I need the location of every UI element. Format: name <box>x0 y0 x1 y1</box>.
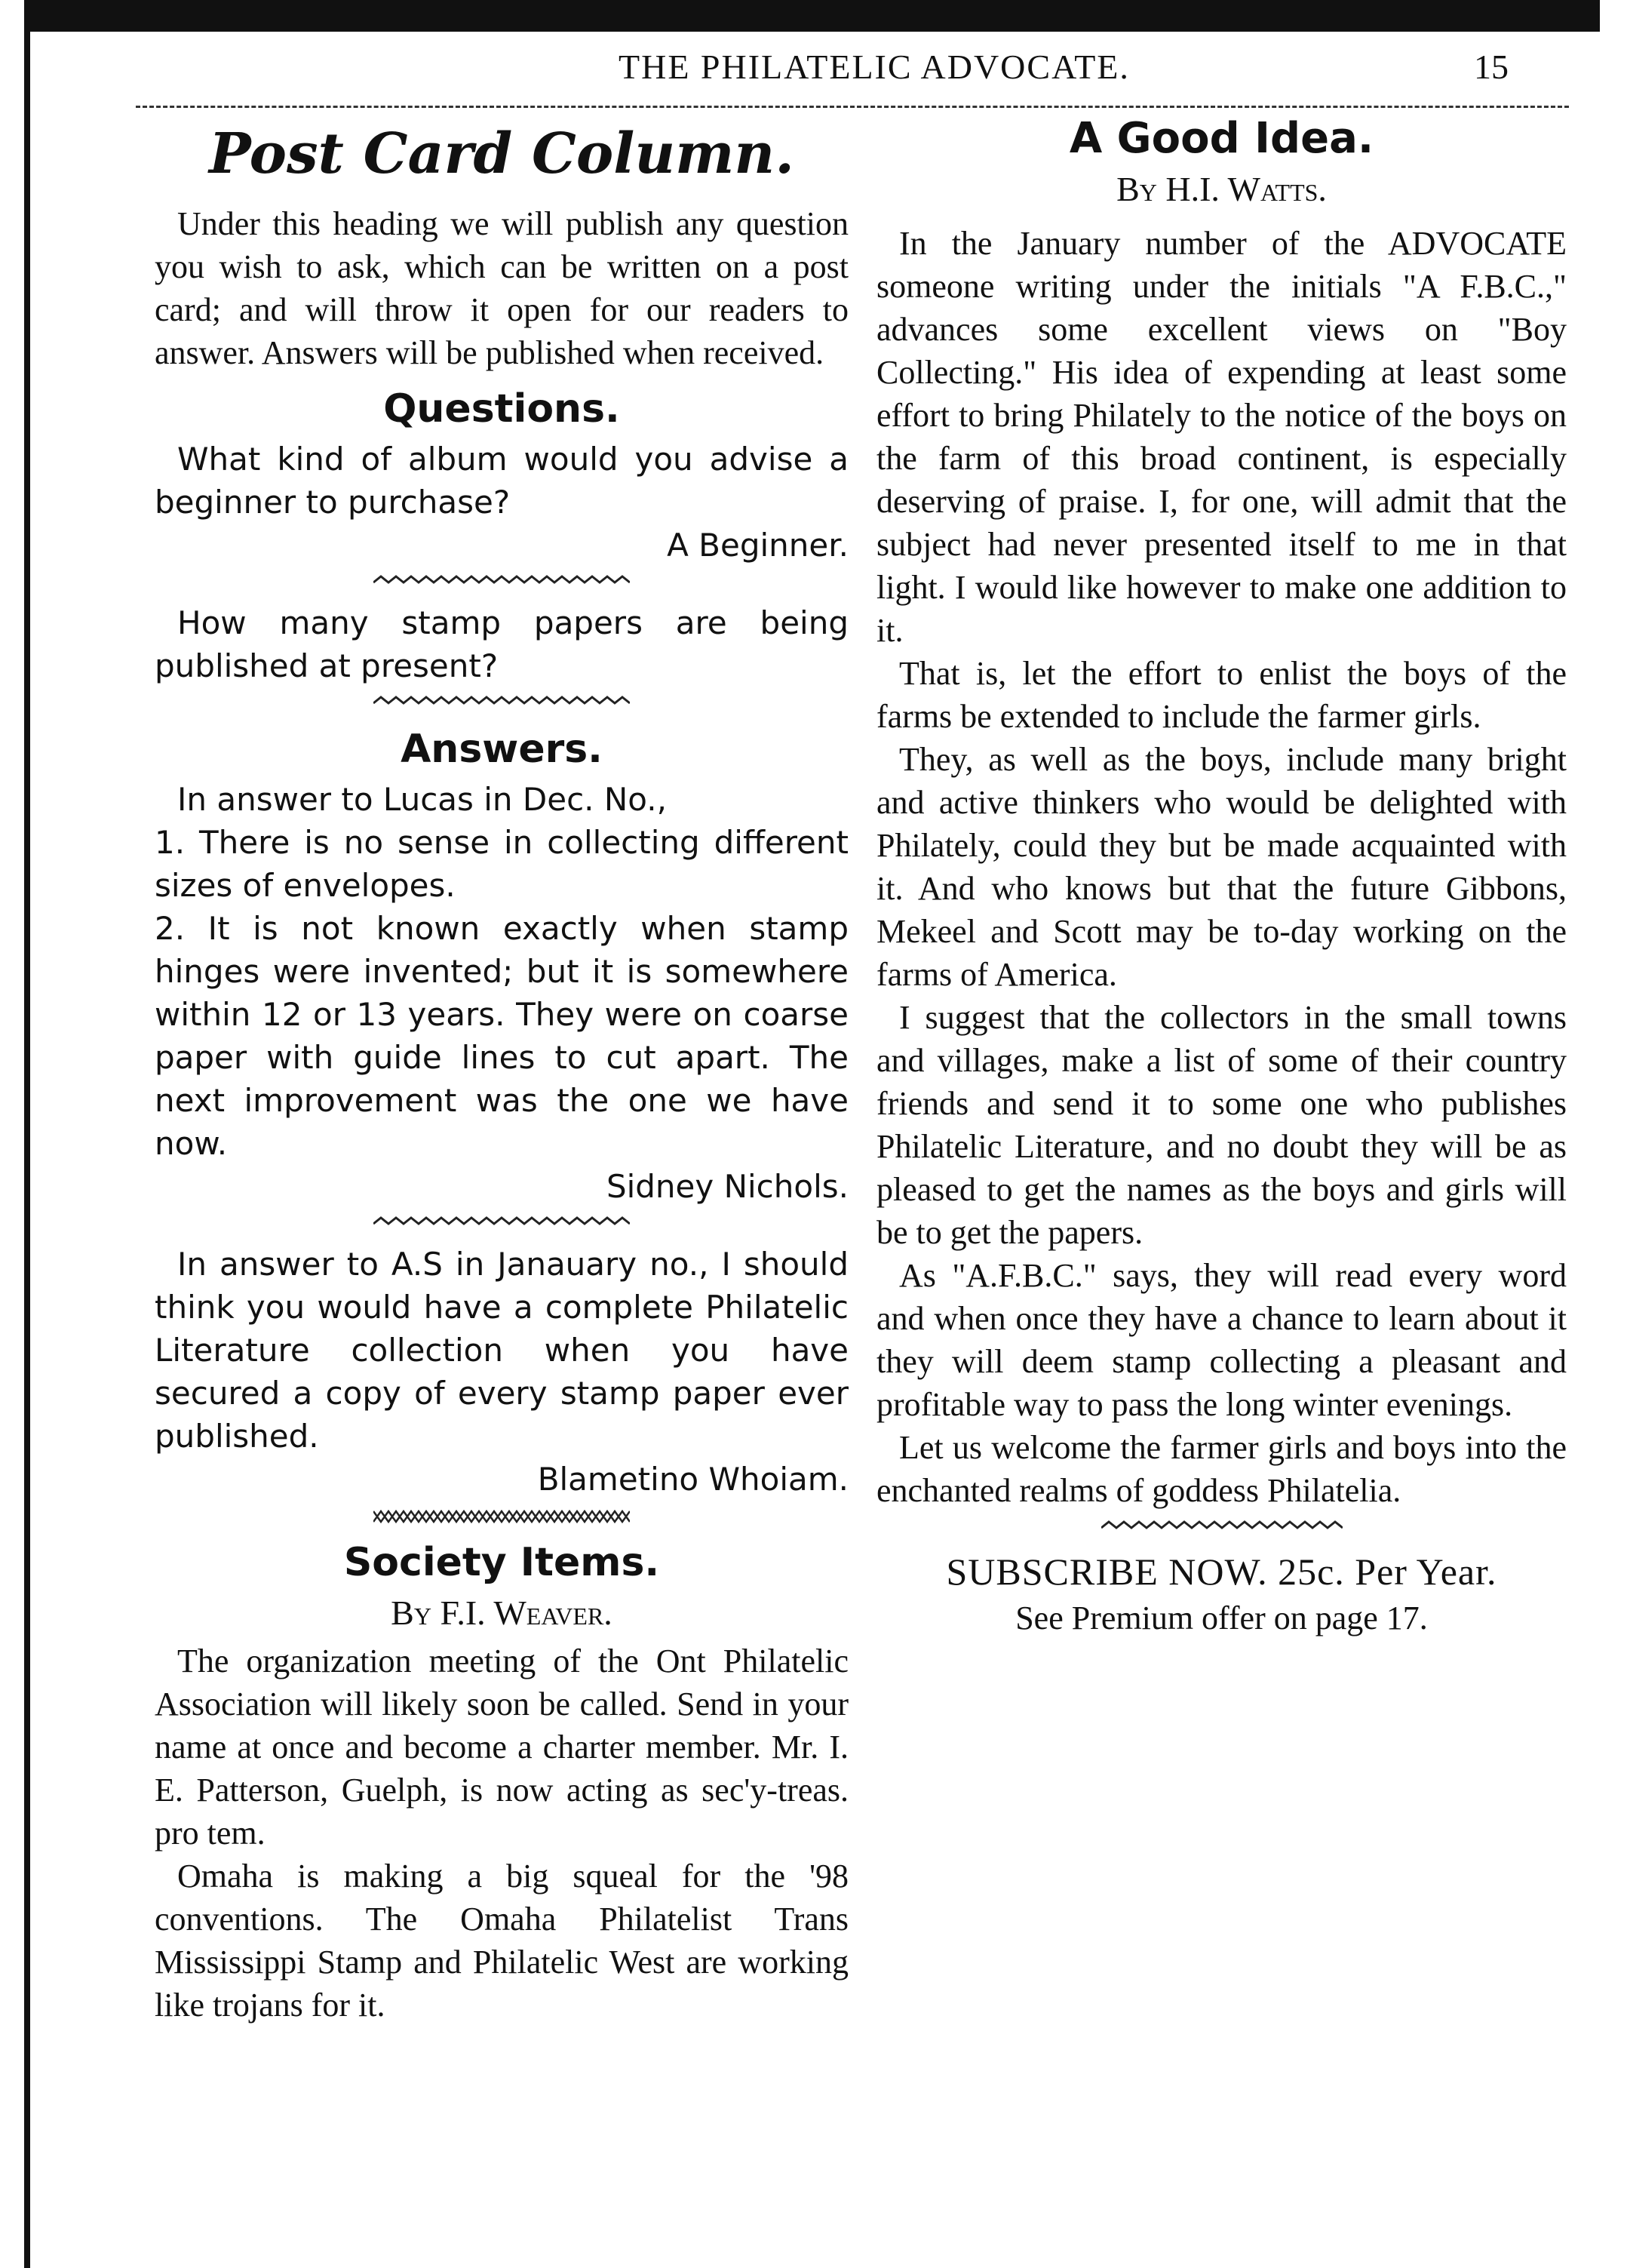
running-title: THE PHILATELIC ADVOCATE. <box>619 48 1130 86</box>
answer-1-point-1: 1. There is no sense in collecting different sizes of envelopes. <box>155 824 849 904</box>
article-title: A Good Idea. <box>1069 114 1374 163</box>
answer-2-signature: Blametino Whoiam. <box>537 1461 849 1498</box>
wavy-divider <box>876 1520 1567 1539</box>
society-paragraph-1: The organization meeting of the Ont Philatelic Association will likely soon be called. Send in your name at once and become a charter member. Mr. I. E. Patterson, Guelph, is now acting as sec'y-treas. pro tem. <box>155 1643 849 1852</box>
running-header <box>151 47 1509 100</box>
wavy-divider <box>155 574 849 594</box>
answer-1-signature: Sidney Nichols. <box>606 1168 849 1205</box>
left-column <box>155 113 849 2027</box>
article-byline: By H.I. Watts. <box>1116 170 1327 208</box>
column-intro: Under this heading we will publish any question you wish to ask, which can be written on a post card; and will throw it open for our readers to answer. Answers will be published when received. <box>155 205 849 371</box>
right-column <box>876 113 1567 1640</box>
article-paragraph-1: In the January number of the ADVOCATE someone writing under the initials "A F.B.C.," advances some excellent views on "Boy Collecting." His idea of expending at least some effort to bring Philately to the notice of the boys on the farm of this broad continent, is especially deserving of praise. I, for one, will admit that the subject had never presented itself to me in that light. I would like however to make one addition to it. <box>876 225 1567 649</box>
society-byline: By F.I. Weaver. <box>391 1593 612 1632</box>
page-number: 15 <box>1474 48 1509 86</box>
answer-1-intro: In answer to Lucas in Dec. No., <box>177 781 667 818</box>
answers-heading: Answers. <box>401 727 603 772</box>
page-top-border <box>27 0 1600 32</box>
society-heading: Society Items. <box>343 1540 660 1585</box>
chain-divider <box>155 1508 849 1528</box>
article-paragraph-5: As "A.F.B.C." says, they will read every word and when once they have a chance to learn about it they will deem stamp collecting a pleasant and profitable way to pass the long winter evenings. <box>876 1257 1567 1423</box>
society-paragraph-2: Omaha is making a big squeal for the '98 conventions. The Omaha Philatelist Trans Mississippi Stamp and Philatelic West are working like trojans for it. <box>155 1858 849 2024</box>
header-rule <box>136 106 1569 108</box>
question-2: How many stamp papers are being published at present? <box>155 604 849 684</box>
page-left-border <box>24 0 30 2268</box>
question-1-signature: A Beginner. <box>667 527 849 564</box>
wavy-divider <box>155 1215 849 1235</box>
answer-1-point-2: 2. It is not known exactly when stamp hinges were invented; but it is somewhere within 12 or 13 years. They were on coarse paper with guide lines to cut apart. The next improvement was the one we have now. <box>155 910 849 1162</box>
article-paragraph-6: Let us welcome the farmer girls and boys into the enchanted realms of goddess Philatelia. <box>876 1429 1567 1509</box>
article-paragraph-3: They, as well as the boys, include many bright and active thinkers who would be delighted with Philately, could they but be made acquainted with it. And who knows but that the future Gibbons, Mekeel and Scott may be to-day working on the farms of America. <box>876 741 1567 993</box>
article-paragraph-2: That is, let the effort to enlist the boys of the farms be extended to include the farmer girls. <box>876 655 1567 735</box>
question-1: What kind of album would you advise a beginner to purchase? <box>155 441 849 521</box>
subscribe-notice: SUBSCRIBE NOW. 25c. Per Year. <box>946 1550 1497 1593</box>
wavy-divider <box>155 695 849 715</box>
article-paragraph-4: I suggest that the collectors in the small towns and villages, make a list of some of their country friends and send it to some one who publishes Philatelic Literature, and no doubt they will be as pleased to get the names as the boys and girls will be to get the papers. <box>876 999 1567 1251</box>
questions-heading: Questions. <box>383 386 620 432</box>
column-title: Post Card Column. <box>209 121 794 186</box>
premium-offer: See Premium offer on page 17. <box>1015 1600 1428 1636</box>
answer-2: In answer to A.S in Janauary no., I should think you would have a complete Philatelic Literature collection when you have secured a copy of every stamp paper ever published. <box>155 1246 849 1455</box>
